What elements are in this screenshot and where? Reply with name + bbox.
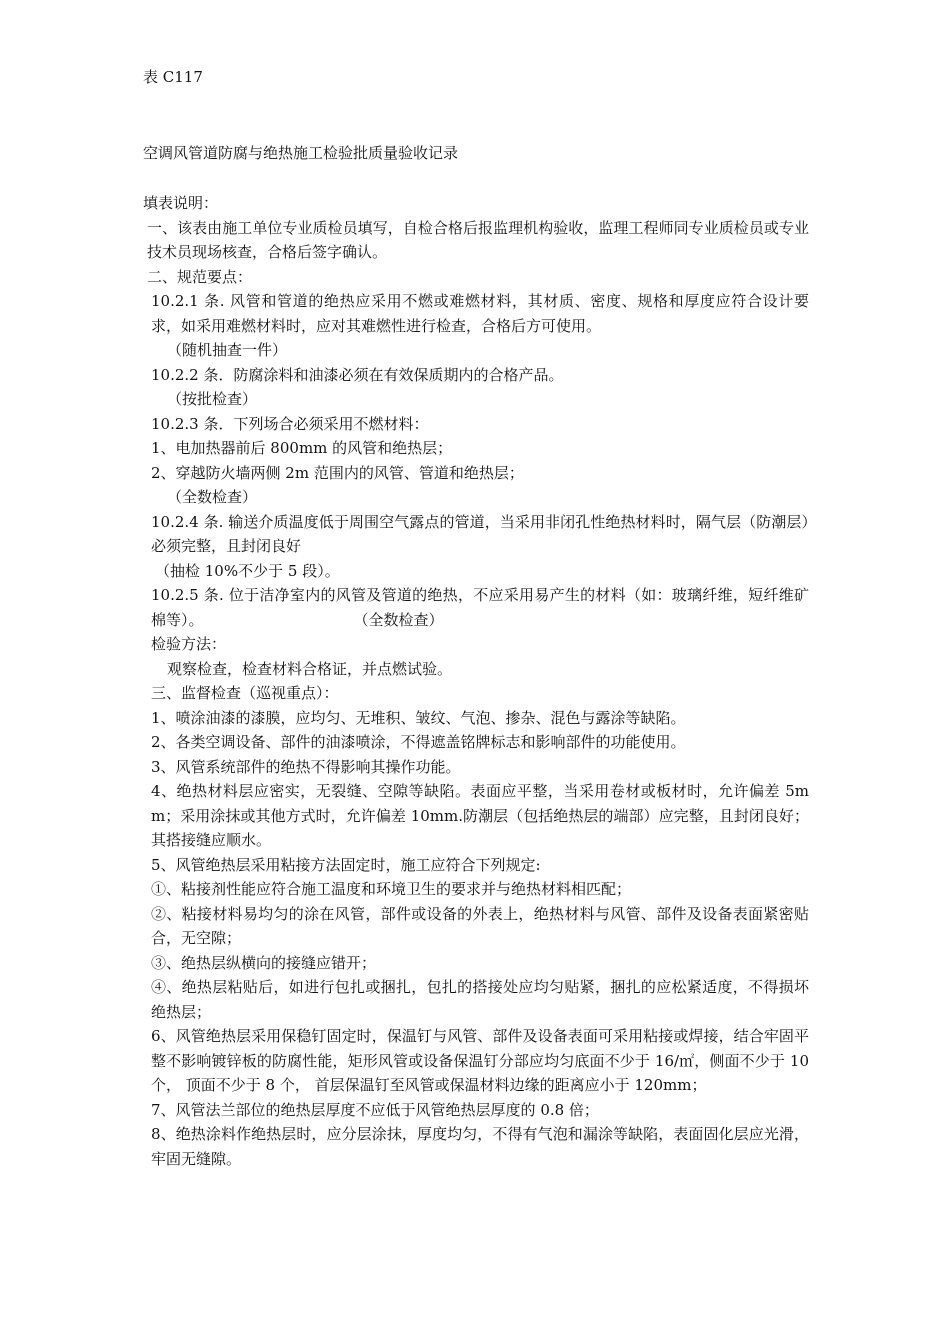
- clause-10-2-4: 10.2.4 条. 输送介质温度低于周围空气露点的管道，当采用非闭孔性绝热材料时，隔气层（防潮层）必须完整，且封闭良好: [151, 512, 809, 555]
- supervision-subitem: ①、粘接剂性能应符合施工温度和环境卫生的要求并与绝热材料相匹配；: [151, 880, 632, 898]
- check-note-10-2-5: （全数检查）: [353, 610, 444, 629]
- document-body: [143, 65, 809, 1171]
- supervision-subitem: ③、绝热层纵横向的接缝应错开；: [151, 953, 377, 972]
- supervision-item: 4、绝热材料层应密实，无裂缝、空隙等缺陷。表面应平整，当采用卷材或板材时，允许偏差 5mm；采用涂抹或其他方式时，允许偏差 10mm.防潮层（包括绝热层的端部）应完整，且封闭良好；其搭接缝应顺水。: [151, 782, 809, 849]
- check-note-10-2-1: （随机抽查一件）: [167, 341, 288, 359]
- clause-10-2-3: 10.2.3 条．下列场合必须采用不燃材料：: [151, 414, 429, 433]
- supervision-item: 3、风管系统部件的绝热不得影响其操作功能。: [151, 757, 461, 776]
- check-note-10-2-4: （抽检 10%不少于 5 段）。: [155, 561, 340, 580]
- check-note-10-2-2: （按批检查）: [167, 390, 258, 408]
- check-note-10-2-3: （全数检查）: [167, 488, 258, 506]
- clause-10-2-3-item-1: 1、电加热器前后 800mm 的风管和绝热层；: [151, 439, 453, 457]
- document-title: 空调风管道防腐与绝热施工检验批质量验收记录: [143, 143, 459, 162]
- section-2-heading: 二、规范要点：: [147, 267, 253, 286]
- section-3-heading: 三、监督检查（巡视重点）：: [151, 684, 339, 702]
- supervision-item: 8、绝热涂料作绝热层时，应分层涂抹，厚度均匀，不得有气泡和漏涂等缺陷，表面固化层应光滑，牢固无缝隙。: [151, 1125, 809, 1168]
- supervision-item: 1、喷涂油漆的漆膜，应均匀、无堆积、皱纹、气泡、掺杂、混色与露涂等缺陷。: [151, 708, 686, 727]
- supervision-item: 6、风管绝热层采用保稳钉固定时，保温钉与风管、部件及设备表面可采用粘接或焊接，结合牢固平整不影响镀锌板的防腐性能，矩形风管或设备保温钉分部应均匀底面不少于 16/㎡，侧面不少于 10 个， 顶面不少于 8 个， 首层保温钉至风管或保温材料边缘的距离应小于 120mm；: [151, 1027, 809, 1094]
- clause-10-2-2: 10.2.2 条．防腐涂料和油漆必须在有效保质期内的合格产品。: [151, 365, 564, 384]
- inspection-method-text: 观察检查，检查材料合格证，并点燃试验。: [167, 659, 453, 678]
- table-number: 表 C117: [143, 68, 203, 86]
- clause-10-2-1: 10.2.1 条. 风管和管道的绝热应采用不燃或难燃材料，其材质、密度、规格和厚度应符合设计要求，如采用难燃材料时，应对其难燃性进行检查，合格后方可使用。: [151, 292, 809, 335]
- clause-10-2-3-item-2: 2、穿越防火墙两侧 2m 范围内的风管、管道和绝热层；: [151, 463, 524, 482]
- clause-10-2-5-text: 10.2.5 条. 位于洁净室内的风管及管道的绝热，不应采用易产生的材料（如：玻璃纤维，短纤维矿棉等）。: [151, 586, 809, 629]
- inspection-method-label: 检验方法：: [151, 635, 227, 653]
- clause-10-2-5: [143, 583, 809, 632]
- supervision-subitem: ②、粘接材料易均匀的涂在风管，部件或设备的外表上，绝热材料与风管、部件及设备表面紧密贴合，无空隙；: [151, 904, 809, 947]
- supervision-item: 2、各类空调设备、部件的油漆喷涂，不得遮盖铭牌标志和影响部件的功能使用。: [151, 733, 686, 751]
- supervision-item: 7、风管法兰部位的绝热层厚度不应低于风管绝热层厚度的 0.8 倍；: [151, 1100, 599, 1119]
- intro-label: 填表说明：: [143, 194, 219, 212]
- section-1-text: 一、该表由施工单位专业质检员填写，自检合格后报监理机构验收，监理工程师同专业质检员或专业技术员现场核查，合格后签字确认。: [147, 218, 809, 261]
- supervision-item: 5、风管绝热层采用粘接方法固定时，施工应符合下列规定:: [151, 855, 541, 874]
- supervision-subitem: ④、绝热层粘贴后，如进行包扎或捆扎，包扎的搭接处应均匀贴紧，捆扎的应松紧适度，不得损坏绝热层；: [151, 978, 809, 1021]
